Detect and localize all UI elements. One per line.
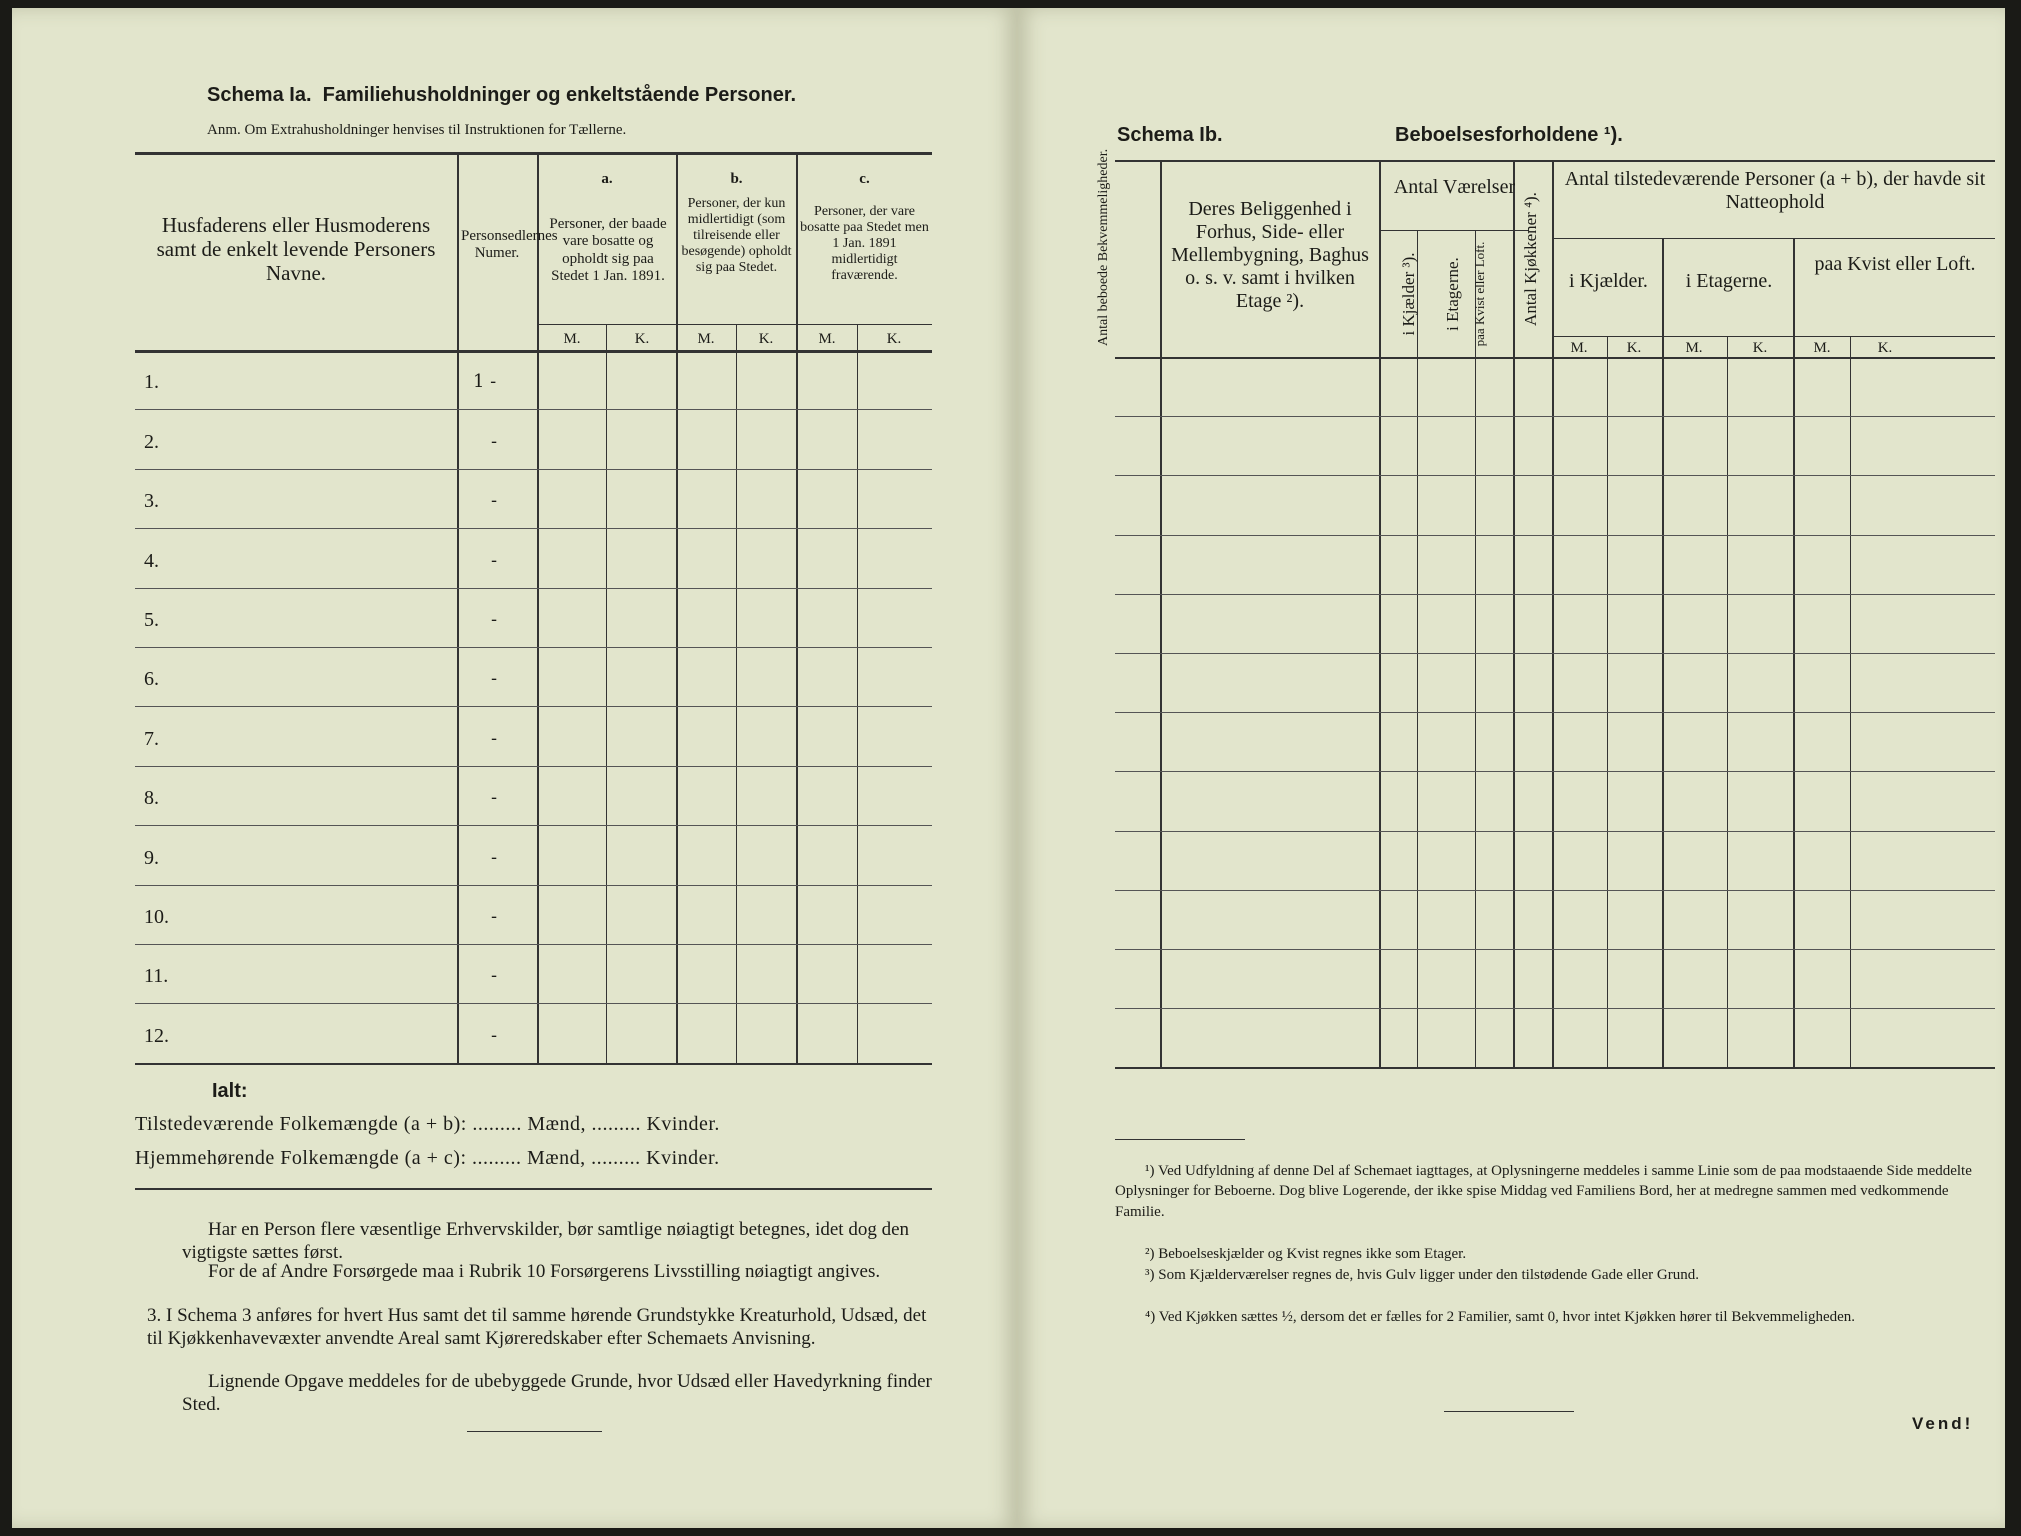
sum-hjemme: Hjemmehørende Folkemængde (a + c): ......... Mænd, ......... Kvinder. — [135, 1147, 720, 1169]
right-page — [1017, 8, 2005, 1528]
r-header-kvist: paa Kvist eller Loft. — [1472, 241, 1487, 347]
header-numer: Personsedlernes Numer. — [461, 228, 558, 262]
r-table-top-rule — [1115, 160, 1995, 162]
r-header-antal-vaerelser: Antal Værelser — [1393, 176, 1516, 198]
row-number: 5. — [144, 609, 159, 631]
instruction-3: 3. I Schema 3 anføres for hvert Hus samt det til samme hørende Grundstykke Kreaturhold, Udsæd, det til Kjøkkenhavevæxter anvendte Areal samt Kjøreredskaber efter Schemaets Anvisning. — [147, 1305, 927, 1349]
instruction-2: For de af Andre Forsørgede maa i Rubrik 10 Forsørgerens Livsstilling nøiagtigt angives. — [208, 1261, 881, 1282]
r-mk-rule — [1552, 336, 1995, 337]
header-a: Personer, der baade vare bosatte og opholdt sig paa Stedet 1 Jan. 1891. — [549, 216, 667, 284]
r-col-divider-5 — [1513, 160, 1515, 1067]
end-rule — [467, 1431, 602, 1432]
r-col-divider-6 — [1552, 160, 1554, 1067]
vend-label: Vend! — [1912, 1414, 1974, 1433]
row-number: 12. — [144, 1024, 169, 1047]
col-divider-2 — [537, 152, 539, 1063]
r-row-rule — [1115, 475, 1995, 476]
header-a-letter: a. — [601, 171, 613, 187]
col-divider-a-mk — [606, 324, 607, 1063]
r-mk-kj-m: M. — [1570, 340, 1588, 356]
r-row-rule — [1115, 831, 1995, 832]
totals-rule — [135, 1188, 932, 1190]
r-mk-et-m: M. — [1685, 340, 1703, 356]
footnote-3: ³) Som Kjælderværelser regnes de, hvis Gulv ligger under den tilstødende Gade eller Grund. — [1145, 1267, 1699, 1283]
r-mk-kv-k: K. — [1877, 340, 1893, 356]
sum-tilstede: Tilstedeværende Folkemængde (a + b): ......... Mænd, ......... Kvinder. — [135, 1113, 720, 1135]
numer-dash: - — [491, 549, 498, 571]
r-col-divider-11 — [1850, 336, 1851, 1067]
row-rule — [135, 469, 932, 470]
r-row-rule — [1115, 653, 1995, 654]
r-row-rule — [1115, 535, 1995, 536]
schema-1a-heading: Familiehusholdninger og enkeltstående Personer. — [322, 84, 797, 106]
header-b: Personer, der kun midlertidigt (som tilreisende eller besøgende) opholdt sig paa Stedet. — [681, 196, 792, 276]
r-header-i-kjaelder: i Kjælder. — [1569, 270, 1648, 292]
numer-dash: - — [491, 846, 498, 868]
r-header-beliggenhed: Deres Beliggenhed i Forhus, Side- eller Mellembygning, Baghus o. s. v. samt i hvilken Etage ²). — [1171, 198, 1369, 312]
schema-1a-title — [207, 84, 796, 107]
mk-c-k: K. — [886, 331, 902, 347]
row-number: 3. — [144, 490, 159, 513]
row-number: 11. — [144, 965, 169, 988]
row-rule — [135, 409, 932, 410]
r-col-divider-1 — [1160, 160, 1162, 1067]
row-rule — [135, 588, 932, 589]
row-rule — [135, 528, 932, 529]
row-number: 7. — [144, 727, 159, 750]
row-rule — [135, 706, 932, 707]
numer-dash: - — [491, 609, 498, 630]
r-col-edge — [1995, 160, 1996, 1067]
mk-b-k: K. — [758, 331, 774, 347]
r-row-rule — [1115, 712, 1995, 713]
r-header-kjaelder: i Kjælder ³). — [1399, 252, 1418, 336]
col-divider-1 — [457, 152, 459, 1063]
col-divider-c-mk — [857, 324, 858, 1063]
instruction-4: Lignende Opgave meddeles for de ubebyggede Grunde, hvor Udsæd eller Havedyrkning finder Sted. — [182, 1371, 932, 1415]
mk-b-m: M. — [697, 331, 715, 347]
row-rule — [135, 1003, 932, 1004]
row-number: 9. — [144, 846, 159, 869]
row-rule — [135, 825, 932, 826]
r-table-bottom-rule — [1115, 1067, 1995, 1069]
row-number: 1. — [144, 371, 159, 394]
col-divider-b-mk — [736, 324, 737, 1063]
r-row-rule — [1115, 416, 1995, 417]
row-rule — [135, 766, 932, 767]
numer-dash: - — [491, 727, 498, 749]
numer-dash: - — [491, 668, 498, 690]
row-number: 10. — [144, 906, 169, 928]
table-bottom-rule — [135, 1063, 932, 1065]
r-header-bottom-rule — [1115, 357, 1995, 359]
footnote-rule — [1115, 1139, 1245, 1140]
numer-dash: - — [491, 1024, 498, 1046]
row-number: 4. — [144, 549, 159, 572]
numer-dash: - — [491, 490, 498, 512]
left-page — [12, 8, 1017, 1528]
header-c: Personer, der vare bosatte paa Stedet men 1 Jan. 1891 midlertidigt fraværende. — [800, 204, 929, 284]
r-col-divider-7 — [1607, 336, 1608, 1067]
r-row-rule — [1115, 949, 1995, 950]
numer-dash: - — [491, 965, 498, 987]
r-tilst-rule — [1552, 238, 1995, 239]
r-row-rule — [1115, 1008, 1995, 1009]
header-b-letter: b. — [730, 171, 743, 187]
header-c-letter: c. — [859, 171, 870, 187]
r-row-rule — [1115, 890, 1995, 891]
r-col-divider-2 — [1379, 160, 1381, 1067]
numer-dash: - — [491, 787, 498, 809]
schema-1a-label: Schema Ia. — [207, 84, 312, 106]
anm-note: Anm. Om Extrahusholdninger henvises til Instruktionen for Tællerne. — [207, 122, 627, 138]
numer-dash: - — [491, 906, 498, 927]
r-header-etagerne: i Etagerne. — [1443, 257, 1462, 331]
mk-c-m: M. — [818, 331, 836, 347]
header-names: Husfaderens eller Husmoderens samt de enkelt levende Personers Navne. — [156, 213, 436, 286]
row-rule — [135, 647, 932, 648]
footnote-4: ⁴) Ved Kjøkken sættes ½, dersom det er fælles for 2 Familier, samt 0, hvor intet Kjøkken hører til Bekvemmeligheden. — [1145, 1309, 1856, 1325]
r-mk-kv-m: M. — [1813, 340, 1831, 356]
mk-a-m: M. — [563, 331, 581, 347]
schema-1b-title: Beboelsesforholdene ¹). — [1395, 124, 1623, 146]
table-top-rule — [135, 152, 932, 155]
row-rule — [135, 944, 932, 945]
r-col-divider-9 — [1727, 336, 1728, 1067]
schema-1b-label: Schema Ib. — [1117, 124, 1223, 146]
r-row-rule — [1115, 594, 1995, 595]
ialt-label: Ialt: — [212, 1080, 248, 1102]
col-divider-4 — [796, 152, 798, 1063]
instruction-1: Har en Person flere væsentlige Erhvervskilder, bør samtlige nøiagtigt betegnes, idet dog den vigtigste sættes først. — [182, 1219, 909, 1263]
row-rule — [135, 885, 932, 886]
col-divider-3 — [676, 152, 678, 1063]
r-header-tilstede: Antal tilstedeværende Personer (a + b), der havde sit Natteophold — [1564, 168, 1986, 213]
row-number: 2. — [144, 430, 159, 453]
numer-dash: - — [491, 430, 498, 452]
row-number: 6. — [144, 668, 159, 691]
r-header-antal-bekv: Antal beboede Bekvemmeligheder. — [1096, 148, 1111, 346]
r-header-kjokkener: Antal Kjøkkener ⁴). — [1521, 192, 1540, 326]
r-header-i-etagerne: i Etagerne. — [1685, 270, 1773, 292]
row-number: 8. — [144, 787, 159, 810]
footnote-1: ¹) Ved Udfyldning af denne Del af Schemaet iagttages, at Oplysningerne meddeles i samme Linie som de paa modstaaende Side meddelte Oplysninger for Beboerne. Dog blive Logerende, der ikke spise Middag ved Familiens Bord, her at medregne sammen med vedkommende Familie. — [1115, 1163, 1972, 1220]
r-vaer-rule — [1379, 230, 1529, 231]
r-row-rule — [1115, 771, 1995, 772]
mk-rule — [537, 324, 932, 325]
mk-a-k: K. — [634, 331, 650, 347]
r-mk-kj-k: K. — [1626, 340, 1642, 356]
r-mk-et-k: K. — [1752, 340, 1768, 356]
r-header-paa-kvist: paa Kvist eller Loft. — [1814, 253, 1976, 275]
closing-rule — [1444, 1411, 1574, 1412]
footnote-2: ²) Beboelseskjælder og Kvist regnes ikke som Etager. — [1145, 1246, 1467, 1262]
header-bottom-rule — [135, 350, 932, 353]
numer-dash: 1 - — [473, 371, 497, 393]
